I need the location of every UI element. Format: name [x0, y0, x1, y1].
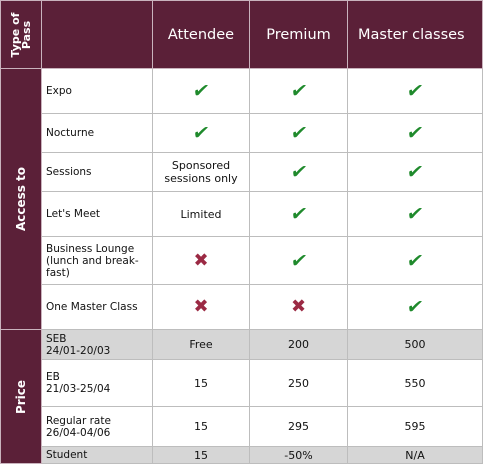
header-spacer	[42, 1, 153, 69]
price_rows-cell-0-0: Free	[153, 330, 250, 360]
cross-icon: ✖	[193, 249, 209, 271]
header-row	[1, 1, 483, 69]
access_rows-cell-0-1	[250, 69, 348, 114]
check-icon: ✔	[288, 203, 309, 225]
access_rows-cell-5-1	[250, 285, 348, 330]
access_rows-cell-4-0	[153, 237, 250, 285]
check-icon: ✔	[288, 249, 309, 272]
price_rows-cell-3-1: -50%	[250, 447, 348, 464]
check-icon: ✔	[288, 80, 309, 102]
access_rows-cell-3-0: Limited	[153, 192, 250, 237]
price_rows-row	[1, 330, 483, 360]
price_rows-label-text: Price	[14, 379, 28, 414]
access_rows-feature: Business Lounge (lunch and break- fast)	[42, 237, 153, 285]
check-icon: ✔	[191, 80, 211, 102]
price_rows-cell-3-0: 15	[153, 447, 250, 464]
check-icon: ✔	[405, 296, 425, 318]
access_rows-cell-4-1	[250, 237, 348, 285]
price_rows-cell-2-2: 595	[348, 407, 483, 447]
cross-icon: ✖	[193, 296, 209, 317]
price_rows-cell-2-1: 295	[250, 407, 348, 447]
access_rows-cell-5-2	[348, 285, 483, 330]
access_rows-feature: Let's Meet	[42, 192, 153, 237]
type-of-pass-header	[1, 1, 42, 69]
price_rows-section-label	[1, 330, 42, 464]
price_rows-cell-1-0: 15	[153, 360, 250, 407]
check-icon: ✔	[288, 161, 309, 183]
column-header-attendee: Attendee	[153, 1, 250, 69]
column-header-master-classes: Master classes	[348, 1, 483, 69]
cross-icon: ✖	[290, 296, 307, 317]
access_rows-feature: One Master Class	[42, 285, 153, 330]
check-icon: ✔	[405, 249, 425, 272]
check-icon: ✔	[405, 80, 425, 102]
check-icon: ✔	[405, 203, 425, 225]
access_rows-cell-1-0	[153, 114, 250, 153]
access_rows-cell-3-2	[348, 192, 483, 237]
access_rows-feature: Expo	[42, 69, 153, 114]
price_rows-cell-0-1: 200	[250, 330, 348, 360]
access_rows-cell-4-2	[348, 237, 483, 285]
access_rows-cell-1-1	[250, 114, 348, 153]
check-icon: ✔	[288, 122, 309, 144]
access_rows-section-label	[1, 69, 42, 330]
type-of-pass-line2: Pass	[20, 20, 33, 49]
check-icon: ✔	[191, 122, 211, 144]
price_rows-row	[1, 407, 483, 447]
column-header-premium: Premium	[250, 1, 348, 69]
access_rows-cell-0-2	[348, 69, 483, 114]
price_rows-cell-3-2: N/A	[348, 447, 483, 464]
access_rows-row	[1, 237, 483, 285]
access_rows-cell-1-2	[348, 114, 483, 153]
check-icon: ✔	[405, 122, 425, 144]
access_rows-feature: Nocturne	[42, 114, 153, 153]
access_rows-cell-0-0	[153, 69, 250, 114]
access_rows-row	[1, 285, 483, 330]
price_rows-cell-0-2: 500	[348, 330, 483, 360]
access_rows-cell-2-0: Sponsored sessions only	[153, 153, 250, 192]
access_rows-cell-3-1	[250, 192, 348, 237]
access_rows-row	[1, 69, 483, 114]
access_rows-row	[1, 114, 483, 153]
price_rows-row	[1, 360, 483, 407]
access_rows-label-text: Access to	[14, 166, 28, 232]
access_rows-cell-5-0	[153, 285, 250, 330]
price_rows-feature: Regular rate 26/04-04/06	[42, 407, 153, 447]
price_rows-cell-1-1: 250	[250, 360, 348, 407]
price_rows-feature: SEB 24/01-20/03	[42, 330, 153, 360]
price_rows-cell-2-0: 15	[153, 407, 250, 447]
access_rows-row	[1, 153, 483, 192]
check-icon: ✔	[405, 161, 425, 183]
access_rows-feature: Sessions	[42, 153, 153, 192]
access_rows-cell-2-1	[250, 153, 348, 192]
price_rows-feature: EB 21/03-25/04	[42, 360, 153, 407]
price_rows-row	[1, 447, 483, 464]
type-of-pass-line1: Type of	[9, 12, 22, 57]
access_rows-row	[1, 192, 483, 237]
price_rows-feature: Student	[42, 447, 153, 464]
access_rows-cell-2-2	[348, 153, 483, 192]
price_rows-cell-1-2: 550	[348, 360, 483, 407]
